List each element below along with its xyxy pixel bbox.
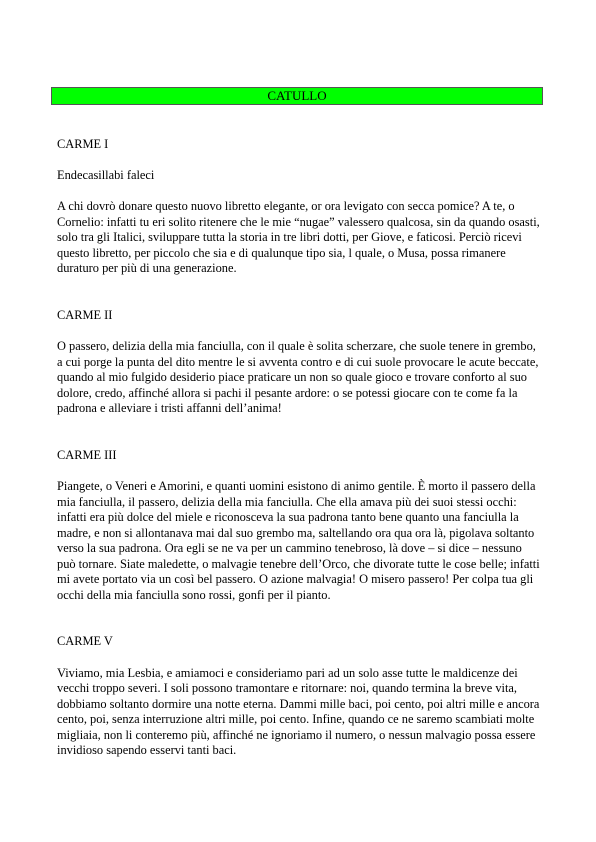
section-subheading: Endecasillabi faleci [57,167,155,182]
section-text: Viviamo, mia Lesbia, e amiamoci e consideriamo pari ad un solo asse tutte le maldicenze dei vecchi troppo severi. I soli possono tramontare e ritornare: noi, quando termina la breve vita, dobbiamo soltanto dormire una notte eterna. Dammi mille baci, poi cento, poi altri mille e ancora cento, poi, senza interruzione altri mille, poi cento. Infine, quando ce ne saremo scambiati molte migliaia, non li conteremo più, affinché ne ignoriamo il numero, o nessun malvagio possa essere invidioso sapendo esservi tanti baci. [57,665,540,757]
poem-section-carme-i [57,137,541,277]
section-text: O passero, delizia della mia fanciulla, con il quale è solita scherzare, che suole tenere in grembo, a cui porge la punta del dito mentre le si avventa contro e di cui suole provocare le acute beccate, quando al mio fulgido desiderio piace praticare un non so quale gioco e trovare conforto al suo dolore, credo, affinché allora si pachi il pesante ardore: o se potessi giocare con te come fa la padrona e alleviare i tristi affanni dell’anima! [57,339,539,415]
section-heading: CARME I [57,137,109,151]
document-title: CATULLO [51,87,543,105]
document-content [57,137,541,759]
section-heading: CARME III [57,447,117,462]
poem-section-carme-ii [57,308,541,417]
section-text: Piangete, o Veneri e Amorini, e quanti uomini esistono di animo gentile. È morto il passero della mia fanciulla, il passero, delizia della mia fanciulla. Che ella amava più dei suoi stessi occhi: infatti era più dolce del miele e riconosceva la sua padrona tanto bene quanto una fanciulla la madre, e non si allontanava mai dal suo grembo ma, saltellando ora qua ora là, pigolava soltanto verso la sua padrona. Ora egli se ne va per un cammino tenebroso, là dove – si dice – nessuno può tornare. Siate maledette, o malvagie tenebre dell’Orco, che divorate tutte le cose belle; infatti mi avete portato via un così bel passero. O azione malvagia! O misero passero! Per colpa tua gli occhi della mia fanciulla sono rossi, gonfi per il pianto. [57,479,540,602]
section-heading: CARME V [57,634,113,648]
poem-section-carme-v [57,634,541,759]
section-text: A chi dovrò donare questo nuovo libretto elegante, or ora levigato con secca pomice? A te, o Cornelio: infatti tu eri solito ritenere che le mie “nugae” valessero qualcosa, sin da quando osasti, solo tra gli Italici, sviluppare tutta la storia in tre libri dotti, per Giove, e faticosi. Perciò ricevi questo libretto, per piccolo che sia e di qualunque tipo sia, l quale, o Musa, possa rimanere duraturo per più di una generazione. [57,199,540,275]
section-heading: CARME II [57,307,113,322]
poem-section-carme-iii [57,448,541,604]
